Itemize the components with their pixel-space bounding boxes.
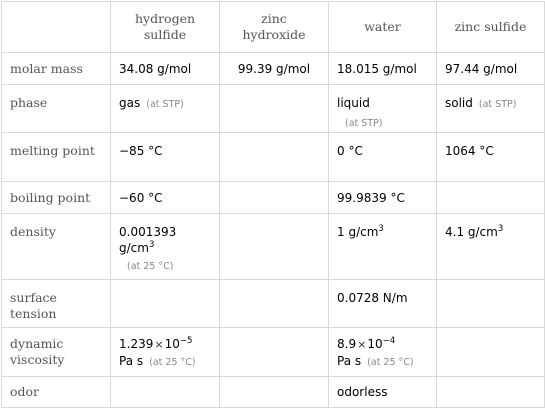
cell-density-hydrogen-sulfide: [111, 214, 220, 280]
viscosity-base: 10: [367, 337, 383, 351]
viscosity-note: (at 25 °C): [367, 357, 414, 368]
cell-melting-point-water: 0 °C: [329, 133, 437, 182]
cell-density-zinc-hydroxide: [220, 214, 329, 280]
viscosity-exponent: −4: [382, 336, 396, 346]
table-row-surface-tension: [2, 280, 545, 328]
cell-phase-zinc-hydroxide: [220, 85, 329, 133]
cell-odor-hydrogen-sulfide: [111, 377, 220, 408]
cell-odor-zinc-sulfide: [437, 377, 545, 408]
cell-boiling-point-water: 99.9839 °C: [329, 182, 437, 214]
density-exponent: 3: [497, 224, 504, 234]
phase-note: (at STP): [478, 99, 517, 110]
properties-table: [1, 1, 545, 408]
row-label-phase: phase: [2, 85, 111, 133]
phase-value: liquid: [337, 96, 370, 110]
cell-molar-mass-zinc-sulfide: 97.44 g/mol: [437, 53, 545, 85]
viscosity-unit: Pa s: [337, 354, 362, 368]
cell-surface-tension-zinc-hydroxide: [220, 280, 329, 328]
phase-value: gas: [119, 96, 141, 110]
table-row-boiling-point: [2, 182, 545, 214]
table-row-molar-mass: [2, 53, 545, 85]
density-exponent: 3: [378, 224, 384, 234]
viscosity-base: 10: [164, 337, 180, 351]
cell-boiling-point-zinc-hydroxide: [220, 182, 329, 214]
viscosity-mantissa: 1.239: [119, 337, 154, 351]
cell-dynamic-viscosity-water: [329, 328, 437, 377]
cell-surface-tension-zinc-sulfide: [437, 280, 545, 328]
cell-melting-point-zinc-sulfide: 1064 °C: [437, 133, 545, 182]
cell-odor-water: odorless: [329, 377, 437, 408]
column-header-zinc-sulfide: zinc sulfide: [437, 2, 545, 53]
phase-note: (at STP): [345, 118, 383, 129]
column-header-water: water: [329, 2, 437, 53]
header-row: [2, 2, 545, 53]
column-header-hydrogen-sulfide: hydrogen sulfide: [111, 2, 220, 53]
table-row-odor: [2, 377, 545, 408]
cell-phase-hydrogen-sulfide: [111, 85, 220, 133]
cell-molar-mass-hydrogen-sulfide: 34.08 g/mol: [111, 53, 220, 85]
cell-dynamic-viscosity-zinc-hydroxide: [220, 328, 329, 377]
cell-density-water: [329, 214, 437, 280]
phase-note: (at STP): [146, 99, 184, 110]
cell-boiling-point-hydrogen-sulfide: −60 °C: [111, 182, 220, 214]
row-label-dynamic-viscosity: dynamic viscosity: [2, 328, 111, 377]
viscosity-mantissa: 8.9: [337, 337, 357, 351]
row-label-density: density: [2, 214, 111, 280]
times-sign: ×: [154, 338, 164, 351]
cell-melting-point-hydrogen-sulfide: −85 °C: [111, 133, 220, 182]
cell-dynamic-viscosity-hydrogen-sulfide: [111, 328, 220, 377]
viscosity-unit: Pa s: [119, 354, 144, 368]
density-exponent: 3: [148, 240, 155, 250]
times-sign: ×: [357, 338, 367, 351]
cell-surface-tension-hydrogen-sulfide: [111, 280, 220, 328]
cell-density-zinc-sulfide: [437, 214, 545, 280]
cell-boiling-point-zinc-sulfide: [437, 182, 545, 214]
cell-molar-mass-zinc-hydroxide: 99.39 g/mol: [220, 53, 329, 85]
cell-surface-tension-water: 0.0728 N/m: [329, 280, 437, 328]
cell-phase-zinc-sulfide: [437, 85, 545, 133]
table-row-phase: [2, 85, 545, 133]
cell-odor-zinc-hydroxide: [220, 377, 329, 408]
cell-dynamic-viscosity-zinc-sulfide: [437, 328, 545, 377]
density-value: 4.1 g/cm: [445, 225, 498, 239]
table-row-density: [2, 214, 545, 280]
density-note: (at 25 °C): [127, 261, 174, 272]
cell-phase-water: [329, 85, 437, 133]
density-value: 0.001393: [119, 225, 177, 239]
table-row-dynamic-viscosity: [2, 328, 545, 377]
row-label-boiling-point: boiling point: [2, 182, 111, 214]
cell-molar-mass-water: 18.015 g/mol: [329, 53, 437, 85]
cell-melting-point-zinc-hydroxide: [220, 133, 329, 182]
table-row-melting-point: [2, 133, 545, 182]
row-label-melting-point: melting point: [2, 133, 111, 182]
phase-value: solid: [445, 96, 473, 110]
corner-cell: [2, 2, 111, 53]
density-value: 1 g/cm: [337, 225, 379, 239]
row-label-surface-tension: surface tension: [2, 280, 111, 328]
viscosity-note: (at 25 °C): [149, 357, 196, 368]
viscosity-exponent: −5: [179, 336, 193, 346]
density-unit: g/cm: [119, 241, 149, 255]
row-label-molar-mass: molar mass: [2, 53, 111, 85]
column-header-zinc-hydroxide: zinc hydroxide: [220, 2, 329, 53]
row-label-odor: odor: [2, 377, 111, 408]
